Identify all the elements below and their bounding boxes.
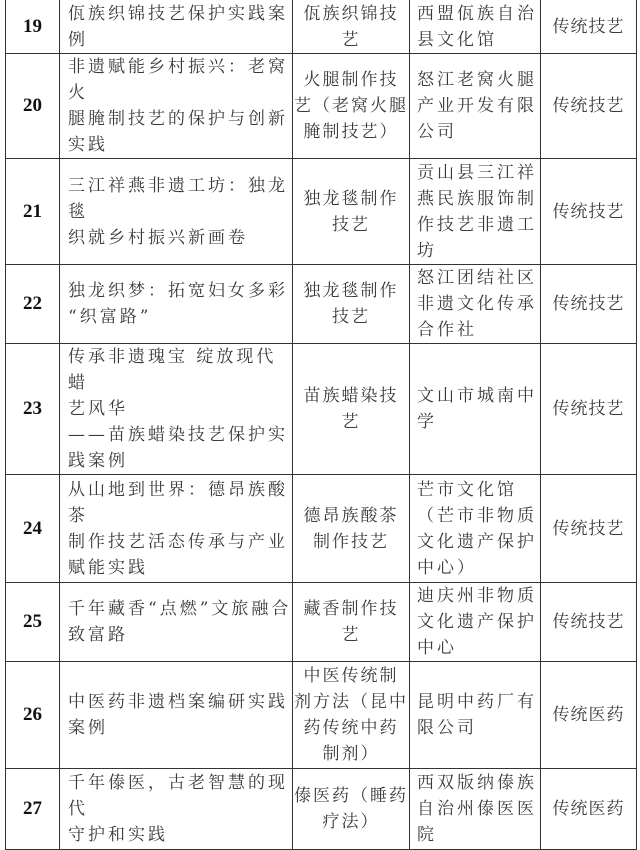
- case-name-cell: 从山地到世界：德昂族酸茶 制作技艺活态传承与产业 赋能实践: [60, 475, 293, 583]
- category-cell: 传统技艺: [541, 159, 637, 265]
- table-row: [6, 54, 637, 159]
- category-cell: 传统技艺: [541, 344, 637, 475]
- unit-name-cell: 芒市文化馆 （芒市非物质 文化遗产保护 中心）: [410, 475, 541, 583]
- table-row: [6, 344, 637, 475]
- category-cell: 传统技艺: [541, 54, 637, 159]
- category-cell: 传统医药: [541, 662, 637, 769]
- heritage-cases-table: [5, 0, 637, 850]
- category-cell: 传统技艺: [541, 583, 637, 662]
- project-name-cell: 傣医药（睡药 疗法）: [293, 769, 410, 850]
- unit-name-cell: 昆明中药厂有 限公司: [410, 662, 541, 769]
- row-number-cell: 21: [6, 159, 60, 265]
- unit-name-cell: 迪庆州非物质 文化遗产保护 中心: [410, 583, 541, 662]
- unit-name-cell: 怒江团结社区 非遗文化传承 合作社: [410, 265, 541, 344]
- table-row: [6, 475, 637, 583]
- category-cell: 传统技艺: [541, 0, 637, 54]
- case-name-cell: 千年藏香“点燃”文旅融合 致富路: [60, 583, 293, 662]
- unit-name-cell: 西盟佤族自治 县文化馆: [410, 0, 541, 54]
- row-number-cell: 19: [6, 0, 60, 54]
- table-row: [6, 583, 637, 662]
- unit-name-cell: 贡山县三江祥 燕民族服饰制 作技艺非遗工 坊: [410, 159, 541, 265]
- case-name-cell: 传承非遗瑰宝 绽放现代蜡 艺风华 ——苗族蜡染技艺保护实 践案例: [60, 344, 293, 475]
- row-number-cell: 23: [6, 344, 60, 475]
- project-name-cell: 中医传统制 剂方法（昆中 药传统中药 制剂）: [293, 662, 410, 769]
- case-name-cell: 独龙织梦：拓宽妇女多彩 “织富路”: [60, 265, 293, 344]
- row-number-cell: 22: [6, 265, 60, 344]
- unit-name-cell: 文山市城南中 学: [410, 344, 541, 475]
- table-row: [6, 769, 637, 850]
- project-name-cell: 德昂族酸茶 制作技艺: [293, 475, 410, 583]
- row-number-cell: 25: [6, 583, 60, 662]
- row-number-cell: 24: [6, 475, 60, 583]
- case-name-cell: 佤族织锦技艺保护实践案 例: [60, 0, 293, 54]
- table-row: [6, 265, 637, 344]
- table-row: [6, 159, 637, 265]
- row-number-cell: 26: [6, 662, 60, 769]
- table-row: [6, 0, 637, 54]
- table-row: [6, 662, 637, 769]
- case-name-cell: 非遗赋能乡村振兴：老窝火 腿腌制技艺的保护与创新 实践: [60, 54, 293, 159]
- project-name-cell: 独龙毯制作 技艺: [293, 159, 410, 265]
- project-name-cell: 佤族织锦技 艺: [293, 0, 410, 54]
- project-name-cell: 藏香制作技 艺: [293, 583, 410, 662]
- row-number-cell: 20: [6, 54, 60, 159]
- case-name-cell: 中医药非遗档案编研实践 案例: [60, 662, 293, 769]
- project-name-cell: 火腿制作技 艺（老窝火腿 腌制技艺）: [293, 54, 410, 159]
- unit-name-cell: 怒江老窝火腿 产业开发有限 公司: [410, 54, 541, 159]
- category-cell: 传统技艺: [541, 475, 637, 583]
- unit-name-cell: 西双版纳傣族 自治州傣医医 院: [410, 769, 541, 850]
- row-number-cell: 27: [6, 769, 60, 850]
- category-cell: 传统技艺: [541, 265, 637, 344]
- case-name-cell: 三江祥燕非遗工坊：独龙毯 织就乡村振兴新画卷: [60, 159, 293, 265]
- project-name-cell: 苗族蜡染技 艺: [293, 344, 410, 475]
- project-name-cell: 独龙毯制作 技艺: [293, 265, 410, 344]
- category-cell: 传统医药: [541, 769, 637, 850]
- table-body: [6, 0, 637, 850]
- case-name-cell: 千年傣医，古老智慧的现代 守护和实践: [60, 769, 293, 850]
